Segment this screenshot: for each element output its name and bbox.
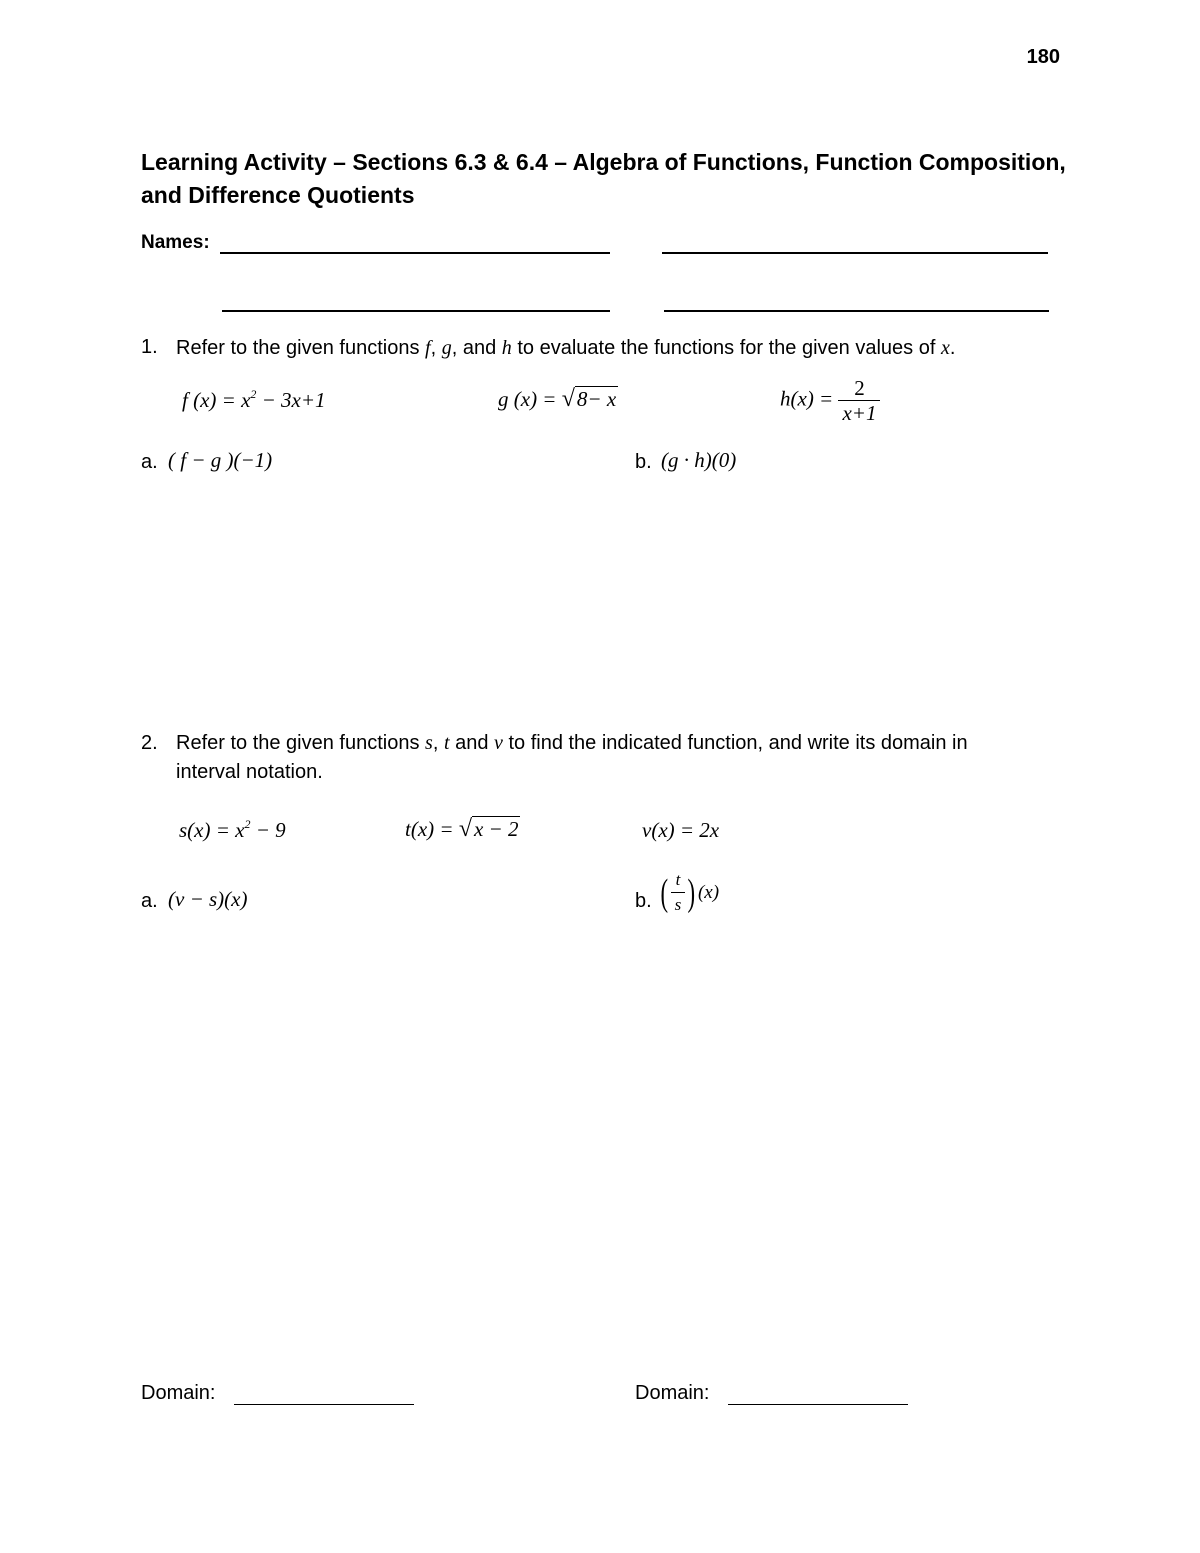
q1-part-a-label: a.: [141, 451, 158, 473]
q2-part-b-label: b.: [635, 890, 652, 912]
q1-part-a-expression: ( f − g )(−1): [168, 448, 273, 472]
q1-text-part: ,: [430, 337, 442, 359]
q1-var-f: f: [425, 337, 431, 359]
g-lhs: g (x) =: [498, 387, 562, 411]
f-lhs: f (x) =: [182, 388, 242, 412]
q2-line-2: interval notation.: [176, 761, 323, 783]
right-paren: ): [687, 871, 696, 914]
sqrt-symbol: √8− x: [561, 386, 617, 412]
q2-text-part: and: [449, 732, 495, 754]
names-label: Names:: [141, 232, 210, 253]
q1-var-h: h: [501, 337, 512, 359]
q1-part-b-label: b.: [635, 451, 652, 473]
h-numerator: 2: [854, 376, 865, 400]
h-denominator: x+1: [838, 400, 880, 425]
s-rest: − 9: [250, 818, 286, 842]
domain-label-a: Domain:: [141, 1382, 216, 1404]
f-exponent: 2: [250, 387, 257, 401]
name-field-3[interactable]: [222, 310, 610, 312]
h-fraction: [838, 376, 880, 425]
q1-var-x: x: [940, 337, 950, 359]
name-field-2[interactable]: [662, 252, 1048, 254]
q1-text-part: Refer to the given functions: [176, 337, 426, 359]
page-title: Learning Activity – Sections 6.3 & 6.4 – Algebra of Functions, Function Composition, and Difference Quotients: [141, 149, 1066, 208]
q2-var-t: t: [443, 732, 450, 754]
question-2-text: [176, 729, 1076, 787]
q1-text-part: to evaluate the functions for the given values of: [511, 337, 941, 359]
function-v-definition: v(x) = 2x: [642, 818, 720, 842]
question-1-number: 1.: [141, 336, 158, 358]
domain-answer-field-a[interactable]: [234, 1404, 414, 1405]
q1-text-part: , and: [451, 337, 502, 359]
q2-text-part: Refer to the given functions: [176, 732, 426, 754]
q1-part-b-expression: (g · h)(0): [661, 448, 737, 472]
q1-var-g: g: [441, 337, 452, 359]
q1-text-part: .: [949, 337, 956, 359]
fraction-denominator: s: [671, 892, 686, 917]
t-radicand: x − 2: [473, 817, 519, 841]
sqrt-symbol: √x − 2: [458, 816, 519, 842]
function-s-definition: [179, 818, 286, 843]
domain-answer-field-b[interactable]: [728, 1404, 908, 1405]
function-f-definition: [182, 388, 326, 413]
t-over-s-fraction: [671, 868, 686, 917]
question-1-text: [176, 334, 1056, 363]
fraction-numerator: t: [675, 870, 681, 889]
q2-line-1: [176, 729, 1076, 758]
q2-text-part: ,: [432, 732, 444, 754]
q2-var-s: s: [425, 732, 433, 754]
f-base: x: [241, 388, 251, 412]
t-lhs: t(x) =: [405, 817, 459, 841]
q2-text-part: to find the indicated function, and write its domain in: [502, 732, 968, 754]
s-lhs: s(x) =: [179, 818, 236, 842]
domain-label-b: Domain:: [635, 1382, 710, 1404]
question-2-number: 2.: [141, 732, 158, 754]
left-paren: (: [660, 871, 669, 914]
s-base: x: [235, 818, 245, 842]
g-radicand: 8− x: [576, 387, 617, 411]
fraction-argument: (x): [697, 881, 720, 903]
q2-var-v: v: [494, 732, 503, 754]
q2-part-a-label: a.: [141, 890, 158, 912]
h-lhs: h(x) =: [780, 386, 839, 411]
f-rest: − 3x+1: [256, 388, 326, 412]
name-field-4[interactable]: [664, 310, 1049, 312]
s-exponent: 2: [244, 817, 251, 831]
q2-part-b-expression: [658, 868, 719, 917]
q2-part-a-expression: (v − s)(x): [168, 887, 248, 911]
function-t-definition: [405, 816, 520, 843]
function-h-definition: [780, 376, 880, 425]
name-field-1[interactable]: [220, 252, 610, 254]
page-number: 180: [1026, 46, 1060, 68]
function-g-definition: [498, 386, 618, 413]
